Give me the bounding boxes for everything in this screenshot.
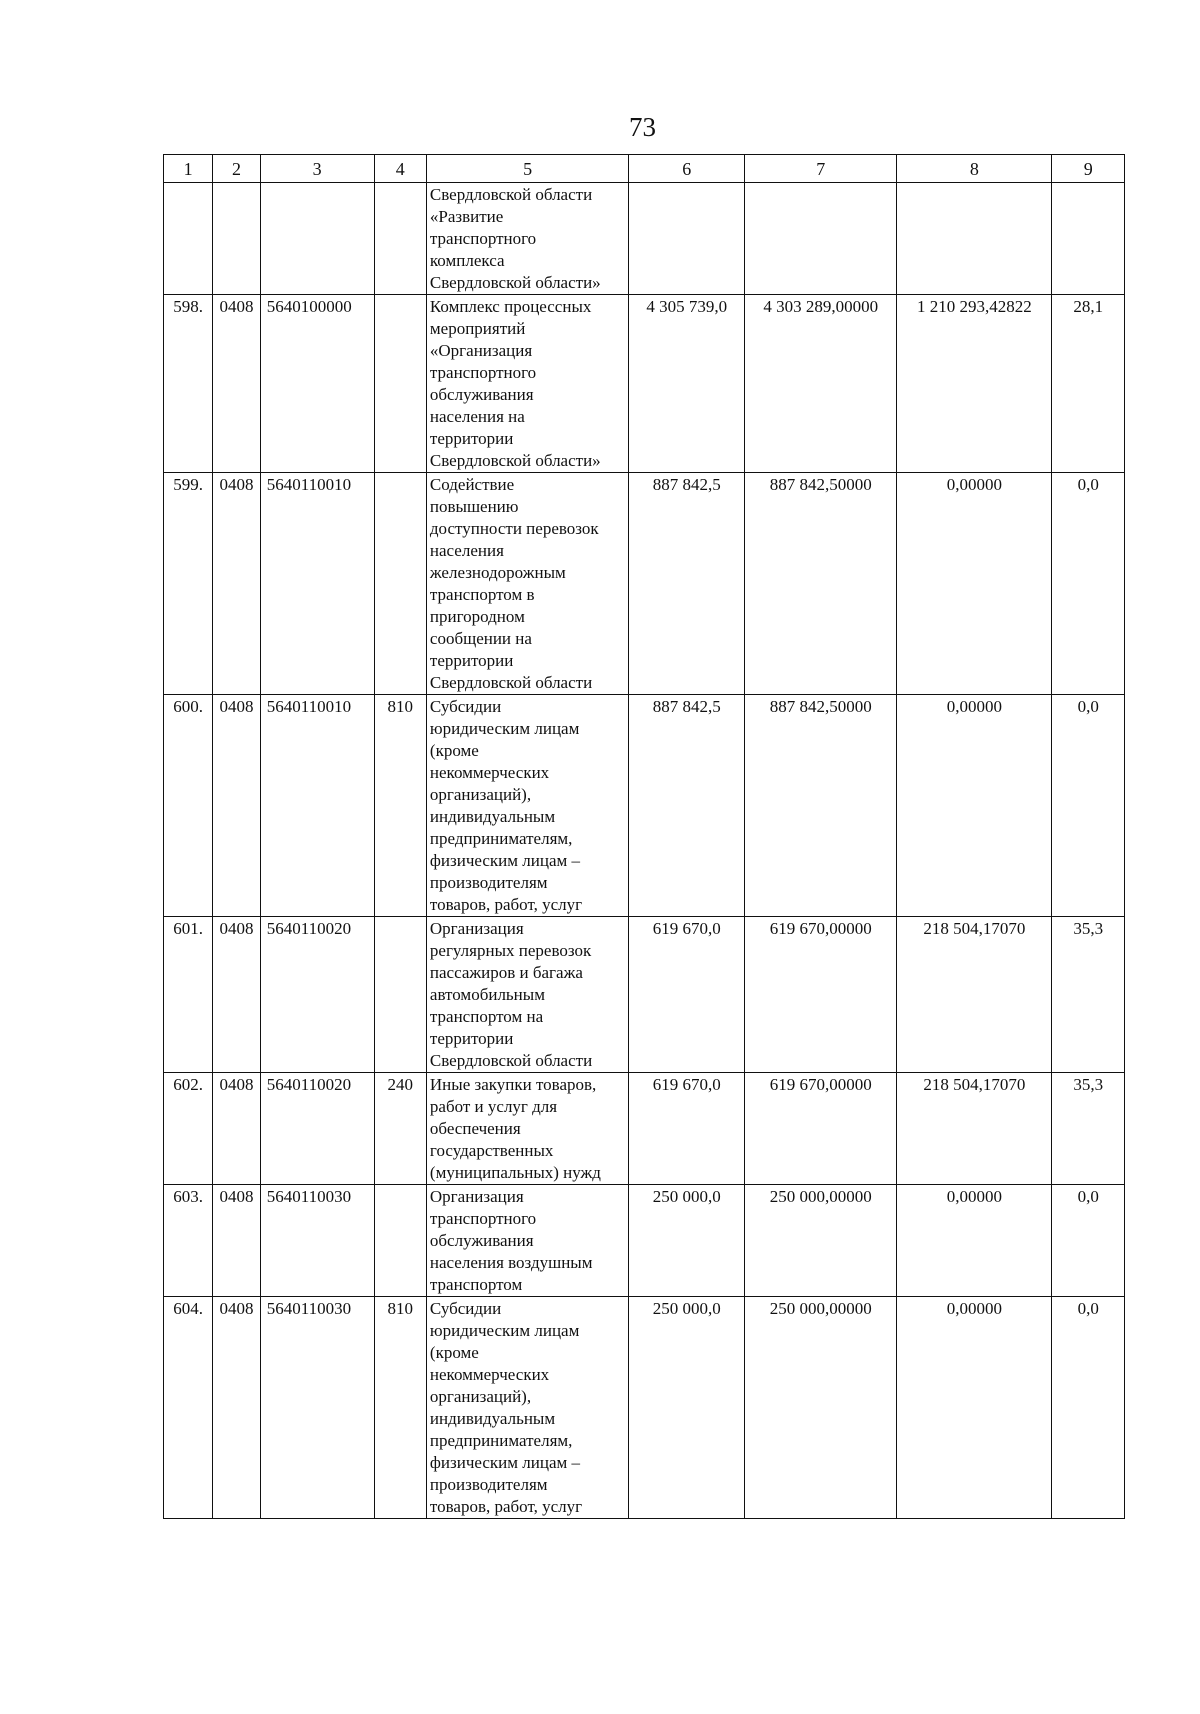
plan-amount-cell: 4 305 739,0: [629, 295, 745, 473]
description-line: производителям: [429, 873, 548, 892]
description-cell: [426, 183, 628, 295]
description-line: индивидуальным: [429, 807, 556, 826]
table-row: [164, 473, 1125, 695]
executed-amount-cell: 218 504,17070: [897, 1073, 1052, 1185]
description-line: Содействие: [429, 475, 515, 494]
description-line: юридическим лицам: [429, 1321, 580, 1340]
row-number-cell: 601.: [164, 917, 213, 1073]
section-code-cell: 0408: [213, 917, 260, 1073]
description-line: Свердловской области: [429, 185, 593, 204]
description-line: юридическим лицам: [429, 719, 580, 738]
expense-type-cell: [374, 183, 426, 295]
approved-amount-cell: 619 670,00000: [745, 917, 897, 1073]
description-line: некоммерческих: [429, 763, 550, 782]
row-number-cell: 604.: [164, 1297, 213, 1519]
target-code-cell: [260, 183, 374, 295]
description-line: комплекса: [429, 251, 505, 270]
description-line: товаров, работ, услуг: [429, 895, 583, 914]
description-line: Свердловской области»: [429, 451, 601, 470]
approved-amount-cell: 887 842,50000: [745, 473, 897, 695]
section-code-cell: 0408: [213, 1185, 260, 1297]
expense-type-cell: [374, 295, 426, 473]
description-line: железнодорожным: [429, 563, 566, 582]
description-line: транспортного: [429, 1209, 537, 1228]
executed-amount-cell: 0,00000: [897, 695, 1052, 917]
percent-cell: 35,3: [1052, 917, 1125, 1073]
description-line: Иные закупки товаров,: [429, 1075, 597, 1094]
row-number-cell: [164, 183, 213, 295]
plan-amount-cell: 887 842,5: [629, 695, 745, 917]
target-code-cell: 5640110010: [260, 473, 374, 695]
description-line: территории: [429, 429, 514, 448]
description-line: транспортом на: [429, 1007, 544, 1026]
section-code-cell: 0408: [213, 695, 260, 917]
approved-amount-cell: 250 000,00000: [745, 1185, 897, 1297]
description-line: пассажиров и багажа: [429, 963, 583, 982]
header-cell-2: 2: [213, 155, 260, 183]
executed-amount-cell: 0,00000: [897, 473, 1052, 695]
description-line: товаров, работ, услуг: [429, 1497, 583, 1516]
expense-type-cell: [374, 1185, 426, 1297]
description-line: Субсидии: [429, 697, 502, 716]
description-line: (кроме: [429, 1343, 479, 1362]
row-number-cell: 602.: [164, 1073, 213, 1185]
description-line: Субсидии: [429, 1299, 502, 1318]
percent-cell: [1052, 183, 1125, 295]
target-code-cell: 5640110030: [260, 1185, 374, 1297]
description-line: Организация: [429, 1187, 524, 1206]
target-code-cell: 5640110010: [260, 695, 374, 917]
percent-cell: 28,1: [1052, 295, 1125, 473]
page-number: 73: [629, 112, 656, 142]
description-line: индивидуальным: [429, 1409, 556, 1428]
percent-cell: 0,0: [1052, 1297, 1125, 1519]
header-cell-4: 4: [374, 155, 426, 183]
description-cell: [426, 295, 628, 473]
plan-amount-cell: 887 842,5: [629, 473, 745, 695]
description-line: Свердловской области»: [429, 273, 601, 292]
expense-type-cell: [374, 917, 426, 1073]
table-body: [164, 183, 1125, 1519]
description-line: мероприятий: [429, 319, 526, 338]
description-line: (муниципальных) нужд: [429, 1163, 601, 1182]
executed-amount-cell: [897, 183, 1052, 295]
description-cell: [426, 1073, 628, 1185]
description-line: сообщении на: [429, 629, 532, 648]
description-line: населения на: [429, 407, 525, 426]
table-row: [164, 183, 1125, 295]
target-code-cell: 5640110020: [260, 917, 374, 1073]
description-line: некоммерческих: [429, 1365, 550, 1384]
approved-amount-cell: 887 842,50000: [745, 695, 897, 917]
description-line: организаций),: [429, 785, 532, 804]
target-code-cell: 5640100000: [260, 295, 374, 473]
table-row: [164, 917, 1125, 1073]
description-line: государственных: [429, 1141, 554, 1160]
row-number-cell: 603.: [164, 1185, 213, 1297]
section-code-cell: 0408: [213, 1297, 260, 1519]
description-line: организаций),: [429, 1387, 532, 1406]
description-line: Комплекс процессных: [429, 297, 592, 316]
budget-table-container: [163, 154, 1125, 1519]
plan-amount-cell: 250 000,0: [629, 1297, 745, 1519]
description-line: Свердловской области: [429, 673, 593, 692]
description-line: работ и услуг для: [429, 1097, 558, 1116]
header-cell-8: 8: [897, 155, 1052, 183]
description-line: транспортного: [429, 229, 537, 248]
plan-amount-cell: 619 670,0: [629, 1073, 745, 1185]
approved-amount-cell: [745, 183, 897, 295]
description-cell: [426, 1185, 628, 1297]
executed-amount-cell: 1 210 293,42822: [897, 295, 1052, 473]
header-cell-1: 1: [164, 155, 213, 183]
header-cell-3: 3: [260, 155, 374, 183]
description-line: физическим лицам –: [429, 1453, 580, 1472]
table-row: [164, 1185, 1125, 1297]
section-code-cell: 0408: [213, 473, 260, 695]
description-line: повышению: [429, 497, 519, 516]
description-line: обслуживания: [429, 1231, 534, 1250]
percent-cell: 0,0: [1052, 695, 1125, 917]
percent-cell: 35,3: [1052, 1073, 1125, 1185]
description-line: «Организация: [429, 341, 533, 360]
plan-amount-cell: 250 000,0: [629, 1185, 745, 1297]
approved-amount-cell: 619 670,00000: [745, 1073, 897, 1185]
description-line: обеспечения: [429, 1119, 521, 1138]
description-line: автомобильным: [429, 985, 545, 1004]
executed-amount-cell: 0,00000: [897, 1297, 1052, 1519]
table-row: [164, 695, 1125, 917]
executed-amount-cell: 0,00000: [897, 1185, 1052, 1297]
expense-type-cell: 240: [374, 1073, 426, 1185]
description-cell: [426, 473, 628, 695]
description-line: (кроме: [429, 741, 479, 760]
description-line: обслуживания: [429, 385, 534, 404]
description-line: транспортом: [429, 1275, 523, 1294]
description-line: населения воздушным: [429, 1253, 593, 1272]
expense-type-cell: 810: [374, 695, 426, 917]
percent-cell: 0,0: [1052, 473, 1125, 695]
description-line: предпринимателям,: [429, 1431, 573, 1450]
section-code-cell: [213, 183, 260, 295]
description-line: производителям: [429, 1475, 548, 1494]
description-line: пригородном: [429, 607, 525, 626]
description-line: территории: [429, 651, 514, 670]
expense-type-cell: 810: [374, 1297, 426, 1519]
plan-amount-cell: [629, 183, 745, 295]
description-line: Свердловской области: [429, 1051, 593, 1070]
description-line: физическим лицам –: [429, 851, 580, 870]
description-line: территории: [429, 1029, 514, 1048]
header-cell-9: 9: [1052, 155, 1125, 183]
header-cell-5: 5: [426, 155, 628, 183]
row-number-cell: 598.: [164, 295, 213, 473]
description-cell: [426, 695, 628, 917]
description-line: Организация: [429, 919, 524, 938]
percent-cell: 0,0: [1052, 1185, 1125, 1297]
header-row: [164, 155, 1125, 183]
target-code-cell: 5640110030: [260, 1297, 374, 1519]
header-cell-7: 7: [745, 155, 897, 183]
description-cell: [426, 917, 628, 1073]
table-row: [164, 1073, 1125, 1185]
budget-table: [163, 154, 1125, 1519]
description-line: доступности перевозок: [429, 519, 599, 538]
description-cell: [426, 1297, 628, 1519]
table-row: [164, 1297, 1125, 1519]
approved-amount-cell: 4 303 289,00000: [745, 295, 897, 473]
description-line: транспортом в: [429, 585, 535, 604]
expense-type-cell: [374, 473, 426, 695]
target-code-cell: 5640110020: [260, 1073, 374, 1185]
approved-amount-cell: 250 000,00000: [745, 1297, 897, 1519]
description-line: населения: [429, 541, 504, 560]
description-line: «Развитие: [429, 207, 504, 226]
description-line: регулярных перевозок: [429, 941, 592, 960]
section-code-cell: 0408: [213, 1073, 260, 1185]
header-cell-6: 6: [629, 155, 745, 183]
section-code-cell: 0408: [213, 295, 260, 473]
table-row: [164, 295, 1125, 473]
description-line: предпринимателям,: [429, 829, 573, 848]
description-line: транспортного: [429, 363, 537, 382]
row-number-cell: 600.: [164, 695, 213, 917]
row-number-cell: 599.: [164, 473, 213, 695]
executed-amount-cell: 218 504,17070: [897, 917, 1052, 1073]
plan-amount-cell: 619 670,0: [629, 917, 745, 1073]
